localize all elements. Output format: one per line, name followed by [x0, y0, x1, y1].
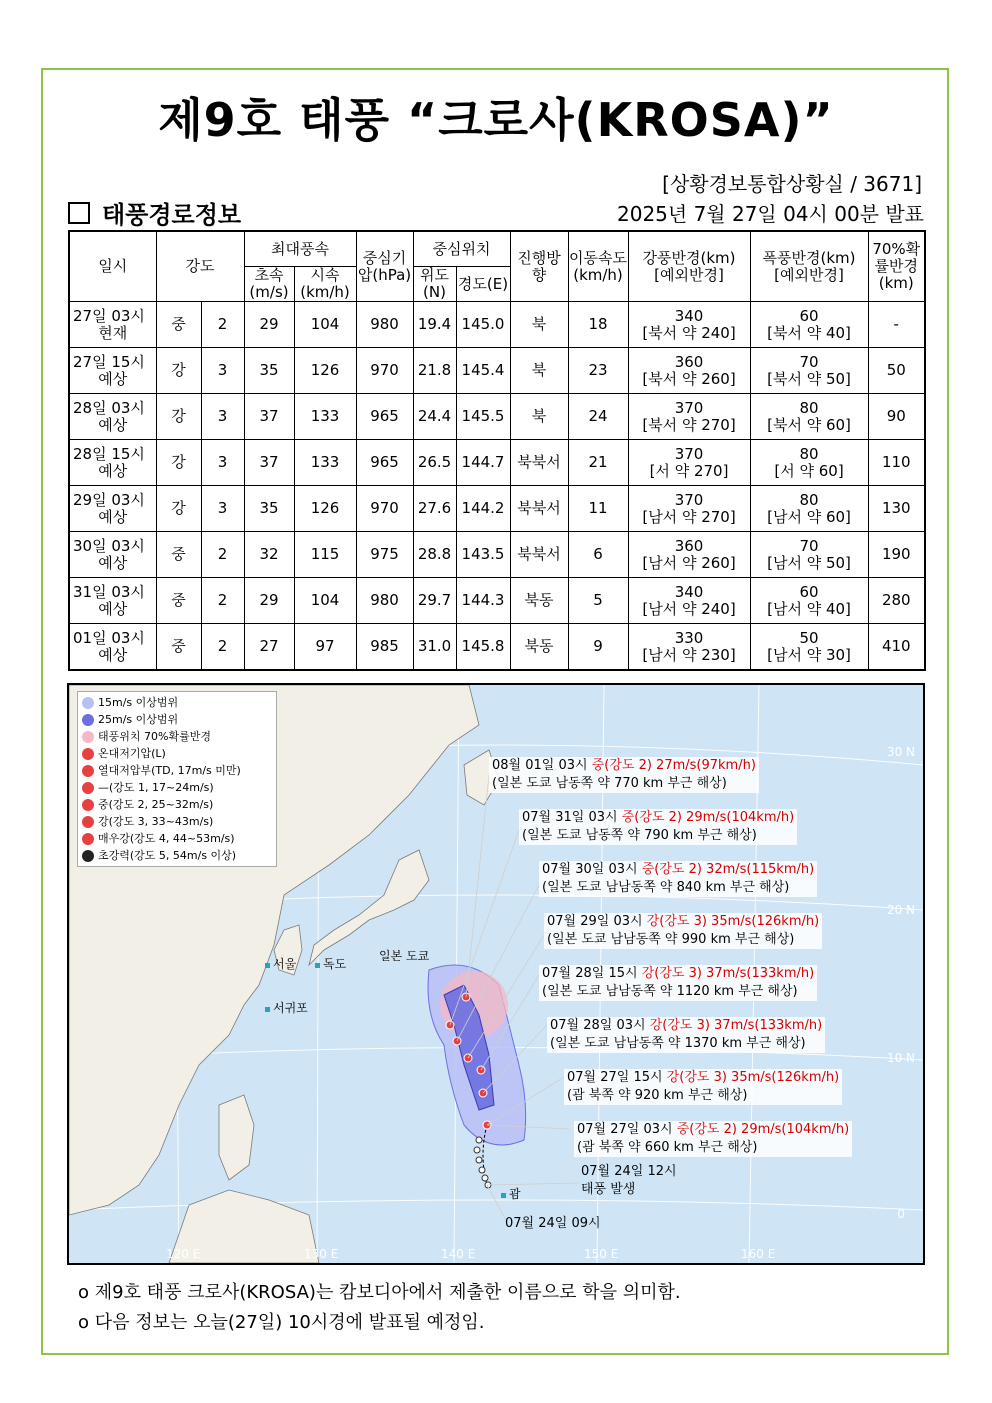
- cell-speed: 5: [568, 578, 628, 624]
- cell-dir: 북동: [510, 578, 568, 624]
- legend-item: 강(강도 3, 33~43m/s): [82, 813, 272, 830]
- header-lon: 경도(E): [456, 267, 510, 302]
- legend-item: 온대저기압(L): [82, 745, 272, 762]
- cell-lon: 145.8: [456, 624, 510, 671]
- cell-kmh: 97: [294, 624, 356, 671]
- city-marker-icon: [265, 963, 270, 968]
- cell-prob: 110: [868, 440, 925, 486]
- cell-lat: 24.4: [413, 394, 456, 440]
- cell-intensity: 강: [156, 486, 201, 532]
- note-line: o 다음 정보는 오늘(27일) 10시경에 발표될 예정임.: [78, 1312, 485, 1333]
- header-speed: 이동속도(km/h): [568, 231, 628, 302]
- track-annotation: 08월 01일 03시 중(강도 2) 27m/s(97km/h) (일본 도쿄 남동쪽 약 770 km 부근 해상): [489, 757, 759, 793]
- cell-lat: 19.4: [413, 302, 456, 348]
- cell-intensity: 강: [156, 440, 201, 486]
- cell-kmh: 104: [294, 578, 356, 624]
- cell-lon: 144.3: [456, 578, 510, 624]
- cell-strong-radius: 370 [서 약 270]: [628, 440, 750, 486]
- cell-dir: 북: [510, 348, 568, 394]
- table-row: [69, 348, 925, 394]
- lon-label: 130 E: [304, 1247, 339, 1261]
- cell-intensity: 중: [156, 532, 201, 578]
- cell-lon: 144.2: [456, 486, 510, 532]
- checkbox-icon: [68, 202, 90, 224]
- note-line: o 제9호 태풍 크로사(KROSA)는 캄보디아에서 제출한 이름으로 학을 의미함.: [78, 1282, 681, 1303]
- cell-dir: 북: [510, 302, 568, 348]
- cell-kmh: 133: [294, 440, 356, 486]
- cell-speed: 18: [568, 302, 628, 348]
- cell-prob: 280: [868, 578, 925, 624]
- legend-swatch-icon: [82, 697, 94, 709]
- cell-lon: 145.4: [456, 348, 510, 394]
- cell-lon: 145.0: [456, 302, 510, 348]
- cell-kmh: 133: [294, 394, 356, 440]
- city-tokyo: 일본 도쿄: [379, 949, 430, 963]
- cell-dir: 북북서: [510, 440, 568, 486]
- cell-time: 27일 15시 예상: [69, 348, 156, 394]
- cell-storm-radius: 70 [북서 약 50]: [750, 348, 868, 394]
- cell-time: 27일 03시 현재: [69, 302, 156, 348]
- city-marker-icon: [265, 1007, 270, 1012]
- legend-swatch-icon: [82, 816, 94, 828]
- cell-hpa: 965: [356, 440, 413, 486]
- cell-prob: -: [868, 302, 925, 348]
- lat-label: 30 N: [886, 745, 915, 759]
- track-annotation: 07월 28일 15시 강(강도 3) 37m/s(133km/h) (일본 도쿄 남남동쪽 약 1120 km 부근 해상): [539, 965, 817, 1001]
- cell-speed: 11: [568, 486, 628, 532]
- cell-storm-radius: 80 [북서 약 60]: [750, 394, 868, 440]
- cell-strong-radius: 340 [남서 약 240]: [628, 578, 750, 624]
- cell-hpa: 970: [356, 486, 413, 532]
- cell-dir: 북북서: [510, 532, 568, 578]
- cell-storm-radius: 70 [남서 약 50]: [750, 532, 868, 578]
- header-intensity: 강도: [156, 231, 244, 302]
- track-annotation: 07월 29일 03시 강(강도 3) 35m/s(126km/h) (일본 도쿄 남남동쪽 약 990 km 부근 해상): [544, 913, 822, 949]
- cell-dir: 북: [510, 394, 568, 440]
- section-title: 태풍경로정보: [102, 201, 242, 229]
- notes: [78, 1278, 681, 1338]
- cell-ms: 35: [244, 486, 294, 532]
- table-row: [69, 578, 925, 624]
- cell-kmh: 115: [294, 532, 356, 578]
- table-row: [69, 486, 925, 532]
- table-row: [69, 440, 925, 486]
- lat-label: 20 N: [886, 903, 915, 917]
- track-annotation: 07월 27일 03시 중(강도 2) 29m/s(104km/h) (괌 북쪽 약 660 km 부근 해상): [574, 1121, 852, 1157]
- legend-swatch-icon: [82, 850, 94, 862]
- legend-swatch-icon: [82, 765, 94, 777]
- genesis-label: 태풍 발생: [581, 1182, 636, 1197]
- cell-speed: 6: [568, 532, 628, 578]
- cell-ms: 29: [244, 302, 294, 348]
- city-marker-icon: [315, 963, 320, 968]
- header-direction: 진행방향: [510, 231, 568, 302]
- cell-lon: 144.7: [456, 440, 510, 486]
- legend-swatch-icon: [82, 748, 94, 760]
- cell-hpa: 970: [356, 348, 413, 394]
- header-datetime: 일시: [69, 231, 156, 302]
- cell-storm-radius: 80 [남서 약 60]: [750, 486, 868, 532]
- cell-prob: 90: [868, 394, 925, 440]
- table-row: [69, 302, 925, 348]
- cell-strong-radius: 360 [남서 약 260]: [628, 532, 750, 578]
- cell-strong-radius: 370 [북서 약 270]: [628, 394, 750, 440]
- section-header: [68, 195, 241, 230]
- cell-prob: 410: [868, 624, 925, 671]
- header-max-wind: 최대풍속: [244, 231, 356, 267]
- map-legend: [77, 691, 277, 867]
- cell-storm-radius: 60 [남서 약 40]: [750, 578, 868, 624]
- header-wind-ms: 초속(m/s): [244, 267, 294, 302]
- legend-item: 초강력(강도 5, 54m/s 이상): [82, 847, 272, 864]
- lon-label: 160 E: [741, 1247, 776, 1261]
- issued-time: 2025년 7월 27일 04시 00분 발표: [617, 202, 924, 226]
- cell-lon: 145.5: [456, 394, 510, 440]
- cell-hpa: 965: [356, 394, 413, 440]
- header-center-pos: 중심위치: [413, 231, 510, 267]
- cell-speed: 9: [568, 624, 628, 671]
- cell-lat: 21.8: [413, 348, 456, 394]
- city-dokdo: 독도: [315, 955, 346, 972]
- genesis-time: 07월 24일 12시: [581, 1164, 677, 1179]
- cell-storm-radius: 50 [남서 약 30]: [750, 624, 868, 671]
- cell-ms: 29: [244, 578, 294, 624]
- legend-item: 중(강도 2, 25~32m/s): [82, 796, 272, 813]
- cell-prob: 190: [868, 532, 925, 578]
- track-annotation: 07월 31일 03시 중(강도 2) 29m/s(104km/h) (일본 도쿄 남동쪽 약 790 km 부근 해상): [519, 809, 797, 845]
- cell-hpa: 975: [356, 532, 413, 578]
- cell-level: 3: [201, 348, 244, 394]
- cell-dir: 북동: [510, 624, 568, 671]
- cell-prob: 130: [868, 486, 925, 532]
- cell-level: 3: [201, 394, 244, 440]
- table-row: [69, 624, 925, 671]
- cell-strong-radius: 370 [남서 약 270]: [628, 486, 750, 532]
- table-row: [69, 394, 925, 440]
- cell-level: 2: [201, 578, 244, 624]
- page-title: 제9호 태풍 “크로사(KROSA)”: [158, 93, 834, 147]
- cell-prob: 50: [868, 348, 925, 394]
- cell-time: 31일 03시 예상: [69, 578, 156, 624]
- cell-ms: 37: [244, 394, 294, 440]
- cell-level: 2: [201, 302, 244, 348]
- cell-hpa: 980: [356, 302, 413, 348]
- header-lat: 위도(N): [413, 267, 456, 302]
- office-label: [상황경보통합상황실 / 3671]: [662, 172, 922, 196]
- cell-intensity: 중: [156, 624, 201, 671]
- cell-lon: 143.5: [456, 532, 510, 578]
- cell-time: 30일 03시 예상: [69, 532, 156, 578]
- cell-level: 3: [201, 440, 244, 486]
- cell-strong-radius: 360 [북서 약 260]: [628, 348, 750, 394]
- cell-storm-radius: 80 [서 약 60]: [750, 440, 868, 486]
- cell-ms: 35: [244, 348, 294, 394]
- cell-level: 2: [201, 624, 244, 671]
- cell-time: 28일 15시 예상: [69, 440, 156, 486]
- legend-item: 25m/s 이상범위: [82, 711, 272, 728]
- cell-lat: 26.5: [413, 440, 456, 486]
- track-annotation: 07월 30일 03시 중(강도 2) 32m/s(115km/h) (일본 도쿄 남남동쪽 약 840 km 부근 해상): [539, 861, 817, 897]
- header-wind-kmh: 시속(km/h): [294, 267, 356, 302]
- genesis-note: [581, 1163, 677, 1199]
- legend-item: —(강도 1, 17~24m/s): [82, 779, 272, 796]
- cell-intensity: 강: [156, 394, 201, 440]
- cell-hpa: 985: [356, 624, 413, 671]
- cell-lat: 28.8: [413, 532, 456, 578]
- header-pressure: 중심기압(hPa): [356, 231, 413, 302]
- cell-time: 29일 03시 예상: [69, 486, 156, 532]
- legend-swatch-icon: [82, 731, 94, 743]
- legend-item: 열대저압부(TD, 17m/s 미만): [82, 762, 272, 779]
- cell-strong-radius: 330 [남서 약 230]: [628, 624, 750, 671]
- cell-intensity: 중: [156, 578, 201, 624]
- lon-label: 140 E: [441, 1247, 476, 1261]
- cell-level: 2: [201, 532, 244, 578]
- cell-storm-radius: 60 [북서 약 40]: [750, 302, 868, 348]
- cell-speed: 21: [568, 440, 628, 486]
- lon-label: 150 E: [584, 1247, 619, 1261]
- cell-intensity: 강: [156, 348, 201, 394]
- typhoon-info-table: [68, 230, 926, 671]
- legend-swatch-icon: [82, 833, 94, 845]
- city-marker-icon: [501, 1193, 506, 1198]
- cell-ms: 37: [244, 440, 294, 486]
- lon-label: 120 E: [166, 1247, 201, 1261]
- cell-speed: 23: [568, 348, 628, 394]
- lat-label: 0: [897, 1207, 905, 1221]
- cell-lat: 27.6: [413, 486, 456, 532]
- cell-kmh: 104: [294, 302, 356, 348]
- start-note: 07월 24일 09시: [505, 1216, 601, 1231]
- cell-level: 3: [201, 486, 244, 532]
- legend-item: 태풍위치 70%확률반경: [82, 728, 272, 745]
- legend-item: 매우강(강도 4, 44~53m/s): [82, 830, 272, 847]
- cell-strong-radius: 340 [북서 약 240]: [628, 302, 750, 348]
- header-strong-radius: 강풍반경(km) [예외반경]: [628, 231, 750, 302]
- track-map: [67, 683, 925, 1265]
- legend-item: 15m/s 이상범위: [82, 694, 272, 711]
- cell-lat: 31.0: [413, 624, 456, 671]
- lat-label: 10 N: [886, 1051, 915, 1065]
- cell-lat: 29.7: [413, 578, 456, 624]
- cell-ms: 32: [244, 532, 294, 578]
- legend-swatch-icon: [82, 782, 94, 794]
- cell-kmh: 126: [294, 486, 356, 532]
- legend-swatch-icon: [82, 799, 94, 811]
- cell-time: 28일 03시 예상: [69, 394, 156, 440]
- header-storm-radius: 폭풍반경(km) [예외반경]: [750, 231, 868, 302]
- cell-hpa: 980: [356, 578, 413, 624]
- table-row: [69, 532, 925, 578]
- track-annotation: 07월 28일 03시 강(강도 3) 37m/s(133km/h) (일본 도쿄 남남동쪽 약 1370 km 부근 해상): [547, 1017, 825, 1053]
- cell-intensity: 중: [156, 302, 201, 348]
- cell-kmh: 126: [294, 348, 356, 394]
- track-annotation: 07월 27일 15시 강(강도 3) 35m/s(126km/h) (괌 북쪽 약 920 km 부근 해상): [564, 1069, 842, 1105]
- cell-ms: 27: [244, 624, 294, 671]
- header-prob-radius: 70%확률반경(km): [868, 231, 925, 302]
- legend-swatch-icon: [82, 714, 94, 726]
- cell-dir: 북북서: [510, 486, 568, 532]
- cell-speed: 24: [568, 394, 628, 440]
- city-seoul: 서울: [265, 955, 296, 972]
- city-guam: 괌: [501, 1185, 521, 1202]
- city-seogwipo: 서귀포: [265, 999, 308, 1016]
- cell-time: 01일 03시 예상: [69, 624, 156, 671]
